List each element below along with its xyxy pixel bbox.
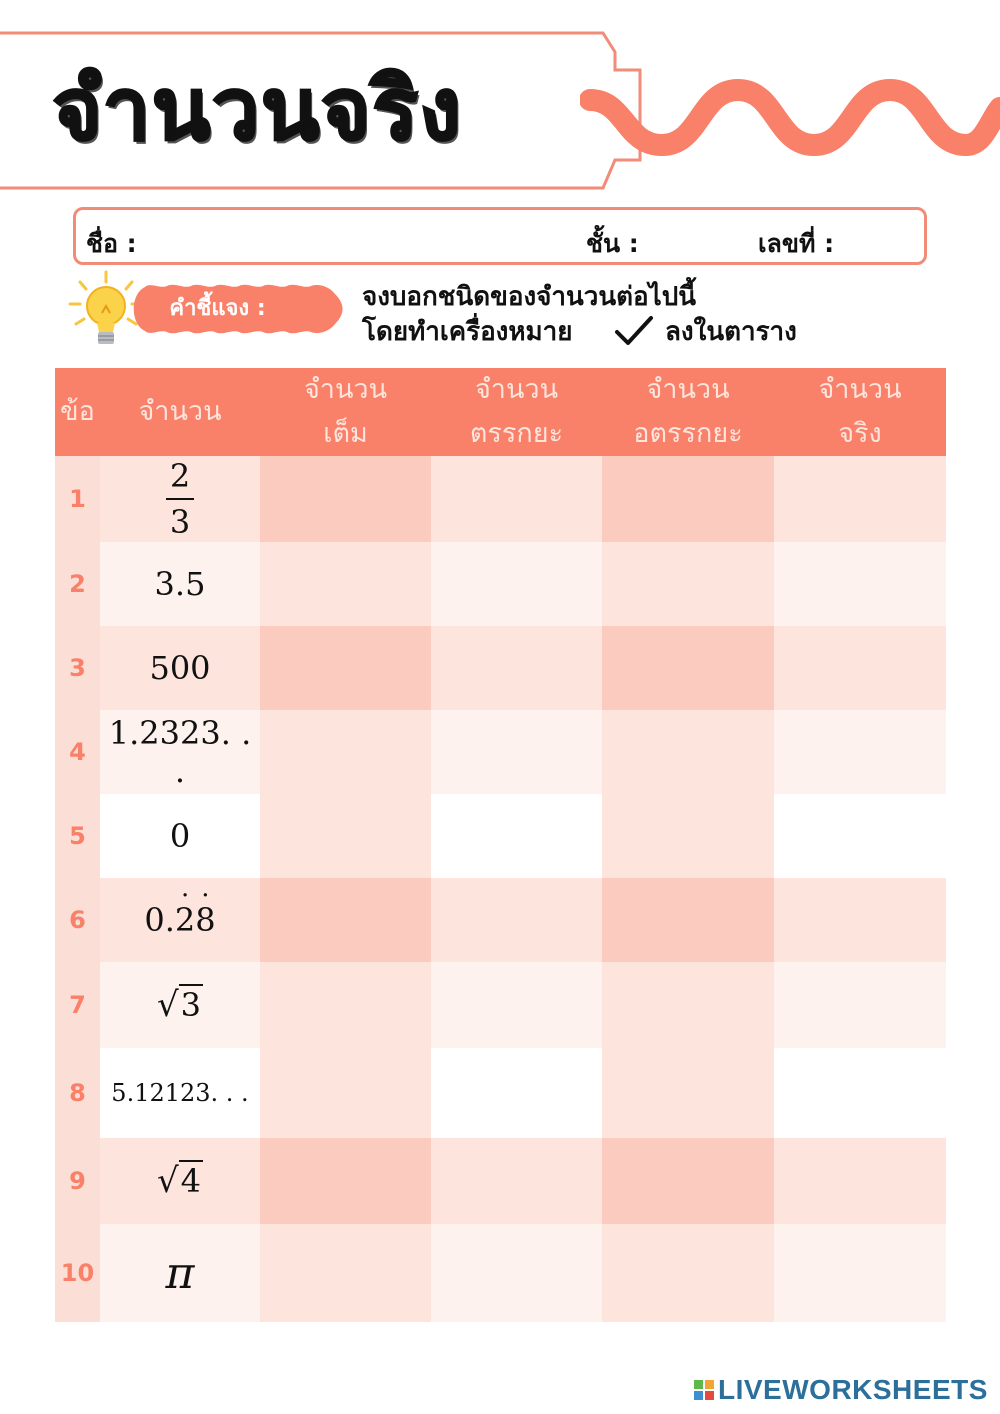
table-row [55,1048,946,1138]
table-row [55,878,946,962]
row-number: 9 [55,1138,100,1224]
table-row [55,1138,946,1224]
row-number: 10 [55,1224,100,1322]
answer-cell-integer[interactable] [260,1138,431,1224]
answer-cell-rational[interactable] [431,794,602,878]
header-real: จำนวน จริง [774,368,946,456]
answer-cell-rational[interactable] [431,1138,602,1224]
answer-cell-rational[interactable] [431,456,602,542]
number-cell [100,456,260,542]
number-cell: 1.2323. . . [100,710,260,794]
name-label: ชื่อ : [86,229,137,258]
answer-cell-integer[interactable] [260,1048,431,1138]
answer-cell-irrational[interactable] [602,1048,774,1138]
answer-cell-irrational[interactable] [602,794,774,878]
table-row [55,1224,946,1322]
answer-cell-irrational[interactable] [602,626,774,710]
header-no: ข้อ [55,368,100,456]
wave-decoration [580,60,1000,170]
row-number: 2 [55,542,100,626]
answer-cell-irrational[interactable] [602,456,774,542]
answer-cell-integer[interactable] [260,962,431,1048]
answer-cell-rational[interactable] [431,878,602,962]
header-number: จำนวน [100,368,260,456]
row-number: 3 [55,626,100,710]
row-number: 7 [55,962,100,1048]
answer-cell-real[interactable] [774,794,946,878]
number-cell: 5.12123. . . [111,1079,249,1107]
instruction-line2-after: ลงในตาราง [665,317,797,347]
number-cell: 0 [169,817,191,855]
number-cell: √4 [100,1138,260,1224]
row-number: 8 [55,1048,100,1138]
number-cell: √3 [100,962,260,1048]
table-row [55,794,946,878]
number-cell: 500 [100,626,260,710]
row-number: 4 [55,710,100,794]
instruction-line2-before: โดยทำเครื่องหมาย [362,317,573,347]
answer-cell-real[interactable] [774,456,946,542]
number-cell: π [100,1224,260,1322]
sqrt-icon: √ [156,1161,179,1201]
answer-cell-rational[interactable] [431,710,602,794]
number-label: เลขที่ : [758,229,835,258]
answer-cell-rational[interactable] [431,626,602,710]
instruction-label: คำชี้แจง : [169,296,266,321]
answer-cell-rational[interactable] [431,542,602,626]
header-irrational: จำนวน อตรรกยะ [602,368,774,456]
answer-cell-integer[interactable] [260,710,431,794]
answer-cell-real[interactable] [774,878,946,962]
answer-cell-real[interactable] [774,626,946,710]
answer-cell-rational[interactable] [431,962,602,1048]
number-type-table [55,368,946,1322]
answer-cell-integer[interactable] [260,626,431,710]
answer-cell-irrational[interactable] [602,1224,774,1322]
row-number: 5 [55,794,100,878]
student-info-box [73,207,927,265]
answer-cell-irrational[interactable] [602,542,774,626]
answer-cell-real[interactable] [774,1048,946,1138]
answer-cell-integer[interactable] [260,1224,431,1322]
instruction-line1: จงบอกชนิดของจำนวนต่อไปนี้ [362,282,697,312]
fraction: $\frac{2}{3}$ [166,460,194,538]
answer-cell-real[interactable] [774,1138,946,1224]
row-number: 6 [55,878,100,962]
answer-cell-integer[interactable] [260,794,431,878]
answer-cell-irrational[interactable] [602,962,774,1048]
footer-brand: LIVEWORKSHEETS [718,1374,988,1405]
answer-cell-irrational[interactable] [602,710,774,794]
table-header-row [55,368,946,456]
answer-cell-rational[interactable] [431,1224,602,1322]
table-row [55,626,946,710]
liveworksheets-logo [693,1374,715,1406]
table-row [55,542,946,626]
class-label: ชั้น : [586,229,639,258]
answer-cell-integer[interactable] [260,878,431,962]
sqrt-icon: √ [156,985,179,1025]
checkmark-icon [614,314,654,348]
repeating-digit: · 2 [175,901,195,939]
header-rational: จำนวน ตรรกยะ [431,368,602,456]
row-number: 1 [55,456,100,542]
number-cell: 3.5 [100,542,260,626]
page-title: จำนวนจริง [52,60,463,160]
answer-cell-real[interactable] [774,1224,946,1322]
repeating-digit: · 8 [195,901,215,939]
answer-cell-integer[interactable] [260,456,431,542]
answer-cell-integer[interactable] [260,542,431,626]
answer-cell-rational[interactable] [431,1048,602,1138]
table-row [55,962,946,1048]
answer-cell-irrational[interactable] [602,1138,774,1224]
header-integer: จำนวน เต็ม [260,368,431,456]
table-row [55,710,946,794]
table-row [55,456,946,542]
answer-cell-real[interactable] [774,542,946,626]
answer-cell-real[interactable] [774,710,946,794]
number-cell: 0.· 2· 8 [100,878,260,962]
answer-cell-irrational[interactable] [602,878,774,962]
answer-cell-real[interactable] [774,962,946,1048]
